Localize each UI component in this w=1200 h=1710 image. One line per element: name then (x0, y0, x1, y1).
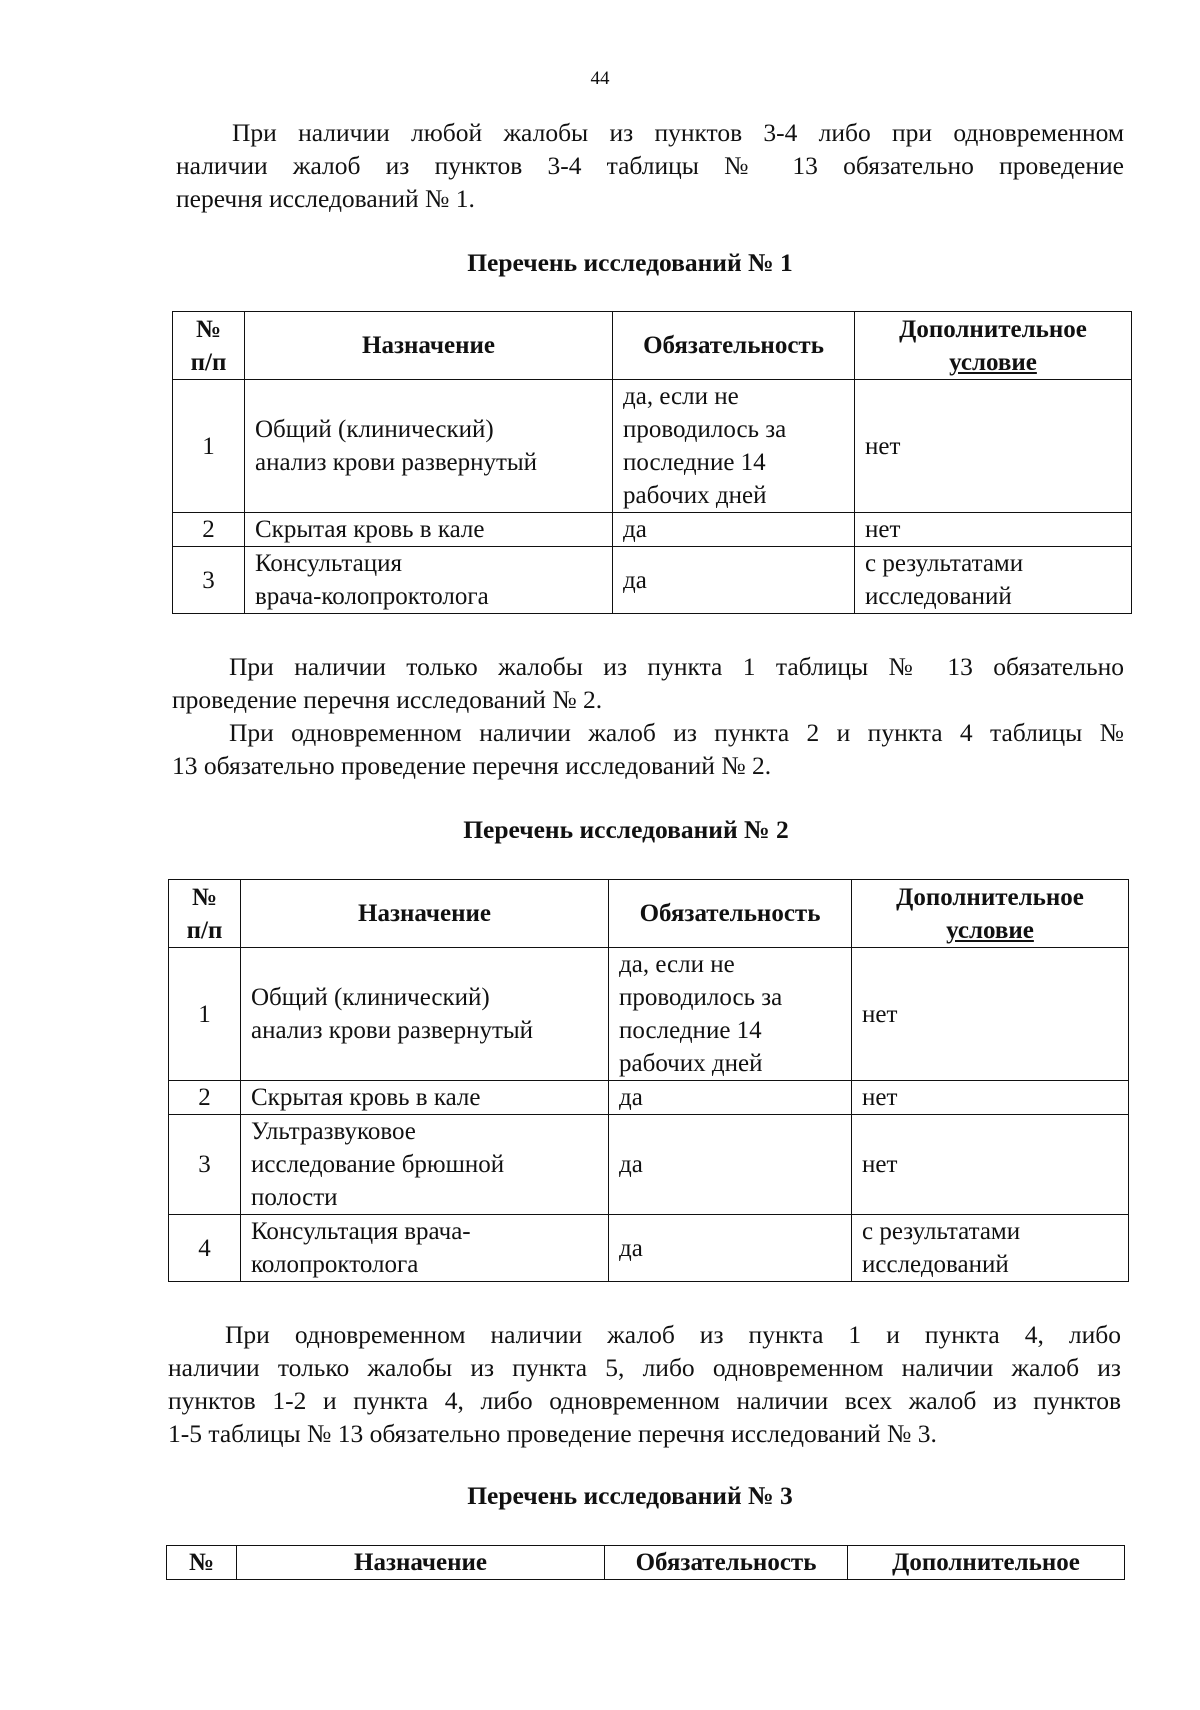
list3-table (166, 1545, 1125, 1580)
header-purpose: Назначение (241, 880, 609, 948)
header-num: № (167, 1546, 237, 1580)
text-line: При наличии любой жалобы из пунктов 3-4 либо при одновременном (232, 118, 1124, 147)
table-header-row (169, 880, 1129, 948)
text-line: наличии только жалобы из пункта 5, либо одновременном наличии жалоб из (168, 1353, 1121, 1382)
final-paragraph (168, 1318, 1121, 1450)
table-row: 1 Общий (клинический) анализ крови развернутый да, если не проводилось за последние 14 рабочих дней нет (173, 380, 1132, 513)
header-condition: Дополнительное условие (855, 312, 1132, 380)
table-header-row (173, 312, 1132, 380)
header-mandatory: Обязательность (605, 1546, 848, 1580)
table-header-row (167, 1546, 1125, 1580)
header-mandatory: Обязательность (609, 880, 852, 948)
table-row: 4 Консультация врача- колопроктолога да с результатами исследований (169, 1215, 1129, 1282)
header-mandatory: Обязательность (613, 312, 855, 380)
middle-paragraph-1 (172, 650, 1124, 716)
list1-table (172, 311, 1132, 614)
table-row: 2 Скрытая кровь в кале да нет (173, 513, 1132, 547)
header-purpose: Назначение (245, 312, 613, 380)
header-num: № п/п (169, 880, 241, 948)
header-condition: Дополнительное (848, 1546, 1125, 1580)
text-line: При одновременном наличии жалоб из пункта 1 и пункта 4, либо (225, 1320, 1121, 1349)
text-line: 1-5 таблицы № 13 обязательно проведение перечня исследований № 3. (168, 1419, 937, 1448)
text-line: 13 обязательно проведение перечня исследований № 2. (172, 751, 772, 780)
table-row: 1 Общий (клинический) анализ крови развернутый да, если не проводилось за последние 14 рабочих дней нет (169, 948, 1129, 1081)
list2-title: Перечень исследований № 2 (463, 815, 789, 844)
list2-table (168, 879, 1129, 1282)
header-num: № п/п (173, 312, 245, 380)
table-row: 2 Скрытая кровь в кале да нет (169, 1081, 1129, 1115)
list3-title: Перечень исследований № 3 (467, 1481, 793, 1510)
text-line: наличии жалоб из пунктов 3-4 таблицы № 13 обязательно проведение (176, 151, 1124, 180)
page-number: 44 (590, 68, 610, 89)
text-line: перечня исследований № 1. (176, 184, 475, 213)
text-line: При одновременном наличии жалоб из пункта 2 и пункта 4 таблицы № (229, 718, 1124, 747)
text-line: пунктов 1-2 и пункта 4, либо одновременном наличии всех жалоб из пунктов (168, 1386, 1121, 1415)
text-line: При наличии только жалобы из пункта 1 таблицы № 13 обязательно (229, 652, 1124, 681)
list1-title: Перечень исследований № 1 (467, 248, 793, 277)
table-row: 3 Ультразвуковое исследование брюшной полости да нет (169, 1115, 1129, 1215)
middle-paragraph-2 (172, 716, 1124, 782)
header-condition: Дополнительное условие (852, 880, 1129, 948)
table-row: 3 Консультация врача-колопроктолога да с результатами исследований (173, 547, 1132, 614)
intro-paragraph (176, 116, 1124, 215)
text-line: проведение перечня исследований № 2. (172, 685, 603, 714)
header-purpose: Назначение (237, 1546, 605, 1580)
